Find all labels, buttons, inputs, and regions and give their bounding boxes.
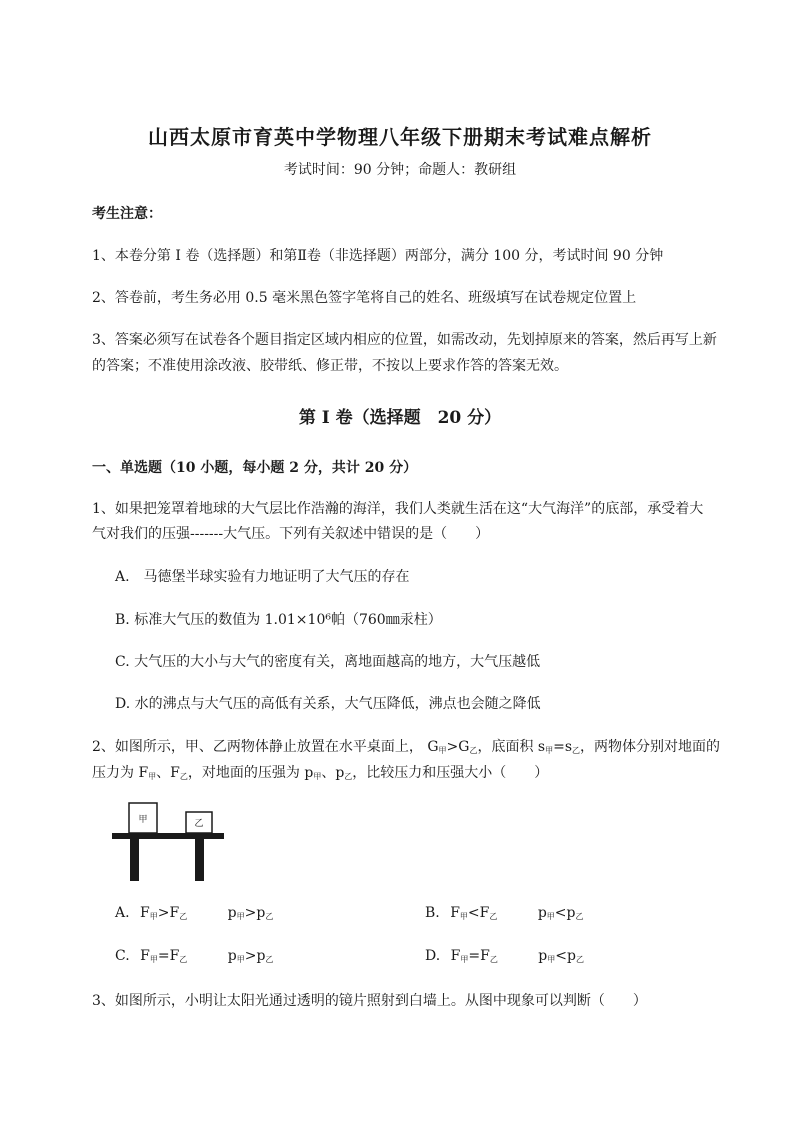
- q1-option-c[interactable]: C. 大气压的大小与大气的密度有关，离地面越高的地方，大气压越低: [115, 654, 541, 670]
- table-leg-right: [195, 839, 204, 881]
- section-title: 第 I 卷（选择题 20 分）: [298, 408, 502, 428]
- q2-option-a[interactable]: A. $F_甲>F_乙$ $p_甲>p_乙$: [115, 905, 274, 921]
- box-yi-label: 乙: [194, 819, 204, 829]
- notice-item-3-cont: 的答案；不准使用涂改液、胶带纸、修正带，不按以上要求作答的答案无效。: [92, 358, 568, 374]
- notice-heading: 考生注意：: [92, 206, 162, 222]
- q2-stem-line2: 压力为 $F_甲$、$F_乙$，对地面的压强为 $p_甲$、$p_乙$，比较压力和压强大小（ ）: [92, 765, 549, 781]
- q3-stem-line1: 3、如图所示，小明让太阳光通过透明的镜片照射到白墙上。从图中现象可以判断（ ）: [92, 993, 647, 1009]
- notice-item-3: 3、答案必须写在试卷各个题目指定区域内相应的位置，如需改动，先划掉原来的答案，然后再写上新: [92, 332, 717, 348]
- q1-option-b[interactable]: B. 标准大气压的数值为 1.01×10⁶帕（760㎜汞柱）: [115, 612, 442, 628]
- q2-option-c[interactable]: C. $F_甲=F_乙$ $p_甲>p_乙$: [115, 948, 274, 964]
- page-title: 山西太原市育英中学物理八年级下册期末考试难点解析: [148, 125, 652, 149]
- g-yi: $G_乙$: [458, 739, 478, 755]
- s-yi: $s_乙$: [564, 739, 581, 755]
- box-jia-label: 甲: [138, 815, 148, 825]
- table-top: [112, 833, 224, 839]
- notice-item-1: 1、本卷分第 I 卷（选择题）和第Ⅱ卷（非选择题）两部分，满分 100 分，考试时间 90 分钟: [92, 248, 664, 264]
- q2-table-figure: [112, 798, 224, 882]
- exam-meta: 考试时间：90 分钟；命题人：教研组: [283, 162, 517, 178]
- q1-option-a[interactable]: A. 马德堡半球实验有力地证明了大气压的存在: [115, 569, 410, 585]
- part-heading: 一、单选题（10 小题，每小题 2 分，共计 20 分）: [92, 460, 418, 476]
- q1-stem-line2: 气对我们的压强-------大气压。下列有关叙述中错误的是（ ）: [92, 526, 490, 542]
- s-jia: $s_甲$: [537, 739, 554, 755]
- q1-option-d[interactable]: D. 水的沸点与大气压的高低有关系，大气压降低，沸点也会随之降低: [115, 696, 541, 712]
- q2-option-d[interactable]: D. $F_甲=F_乙$ $p_甲<p_乙$: [425, 948, 584, 964]
- q1-stem-line1: 1、如果把笼罩着地球的大气层比作浩瀚的海洋，我们人类就生活在这“大气海洋”的底部，承受着大: [92, 501, 704, 517]
- q2-stem-line1: 2、如图所示，甲、乙两物体静止放置在水平桌面上， $G_甲>G_乙$，底面积 $s_甲=s_乙$，两物体分别对地面的: [92, 739, 721, 755]
- table-leg-left: [130, 839, 139, 881]
- q2-option-b[interactable]: B. $F_甲<F_乙$ $p_甲<p_乙$: [425, 905, 584, 921]
- notice-item-2: 2、答卷前，考生务必用 0.5 毫米黑色签字笔将自己的姓名、班级填写在试卷规定位置上: [92, 290, 637, 306]
- g-jia: $G_甲$: [427, 739, 447, 755]
